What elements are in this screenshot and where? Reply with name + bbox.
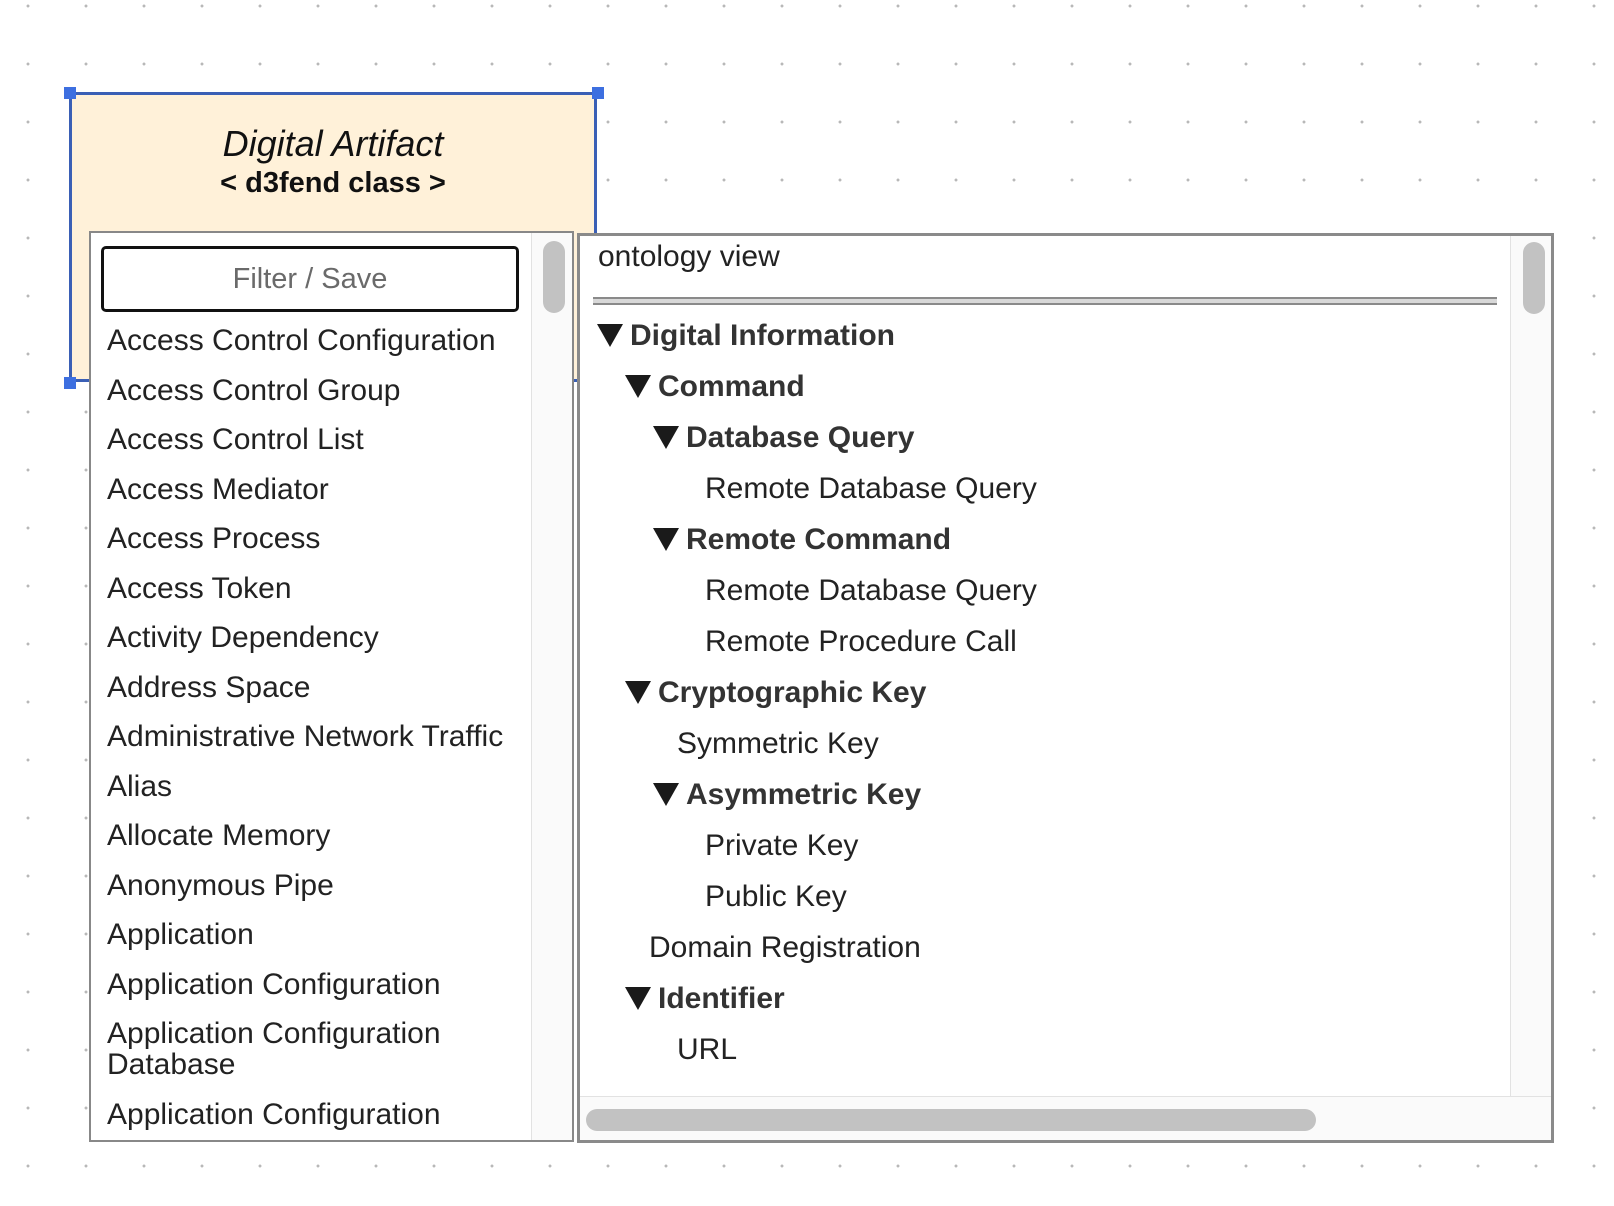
tree-node-database-query[interactable] <box>653 421 914 455</box>
triangle-down-icon[interactable] <box>653 783 679 806</box>
tree-leaf-remote-database-query[interactable]: Remote Database Query <box>705 472 1037 505</box>
class-list-scrollbar[interactable] <box>531 233 574 1142</box>
class-list-item[interactable]: Application Configuration <box>107 967 441 1001</box>
filter-save-input[interactable] <box>101 246 519 312</box>
class-list <box>107 325 527 1142</box>
class-list-item[interactable]: Access Token <box>107 571 292 605</box>
tree-leaf-domain-registration[interactable]: Domain Registration <box>649 931 921 964</box>
triangle-down-icon[interactable] <box>625 681 651 704</box>
ontology-vertical-scroll-thumb[interactable] <box>1523 242 1545 314</box>
tree-node-cryptographic-key[interactable] <box>625 676 926 710</box>
class-list-item[interactable]: Administrative Network Traffic <box>107 720 504 753</box>
ontology-view-title: ontology view <box>598 240 780 273</box>
class-list-item[interactable]: Application <box>107 918 254 951</box>
triangle-down-icon[interactable] <box>653 426 679 449</box>
tree-node-label: Asymmetric Key <box>686 778 922 811</box>
tree-leaf-url[interactable]: URL <box>677 1033 738 1066</box>
triangle-down-icon[interactable] <box>625 375 651 398</box>
tree-leaf-symmetric-key[interactable]: Symmetric Key <box>677 727 879 760</box>
class-list-item[interactable]: Access Control Group <box>107 373 401 407</box>
class-list-item[interactable]: Alias <box>107 769 173 803</box>
resize-handle-bottom-left[interactable] <box>64 377 76 389</box>
ontology-divider <box>593 297 1497 305</box>
tree-leaf-public-key[interactable]: Public Key <box>705 880 847 913</box>
tree-node-label: Cryptographic Key <box>658 676 927 709</box>
class-list-scroll-thumb[interactable] <box>543 241 565 313</box>
class-list-item[interactable]: Access Control Configuration <box>107 324 496 357</box>
node-title: Digital Artifact <box>222 123 444 164</box>
class-list-item[interactable]: Access Process <box>107 522 321 555</box>
class-list-item[interactable]: Application Configuration <box>107 1097 441 1131</box>
tree-node-identifier[interactable] <box>625 982 785 1016</box>
ontology-horizontal-scroll-thumb[interactable] <box>586 1109 1316 1131</box>
triangle-down-icon[interactable] <box>653 528 679 551</box>
resize-handle-top-right[interactable] <box>592 87 604 99</box>
tree-node-label: Command <box>658 370 805 403</box>
class-list-panel <box>89 231 574 1142</box>
tree-node-asymmetric-key[interactable] <box>653 778 921 812</box>
class-list-item[interactable]: Access Control List <box>107 423 364 456</box>
class-list-item[interactable]: Access Mediator <box>107 472 329 506</box>
class-list-item[interactable]: Address Space <box>107 670 311 704</box>
resize-handle-top-left[interactable] <box>64 87 76 99</box>
class-list-item[interactable]: Activity Dependency <box>107 621 379 654</box>
ontology-view-panel <box>577 233 1554 1143</box>
tree-node-label: Digital Information <box>630 319 895 352</box>
triangle-down-icon[interactable] <box>597 324 623 347</box>
tree-leaf-remote-procedure-call[interactable]: Remote Procedure Call <box>705 625 1017 658</box>
tree-leaf-private-key[interactable]: Private Key <box>705 829 859 862</box>
class-list-item[interactable]: Anonymous Pipe <box>107 868 334 902</box>
tree-leaf-remote-database-query[interactable]: Remote Database Query <box>705 574 1037 607</box>
ontology-vertical-scrollbar[interactable] <box>1510 236 1554 1098</box>
class-list-item[interactable]: Allocate Memory <box>107 819 331 852</box>
tree-node-label: Identifier <box>658 982 785 1015</box>
tree-node-label: Database Query <box>686 421 915 454</box>
tree-node-label: Remote Command <box>686 523 952 556</box>
node-stereotype: < d3fend class > <box>220 167 446 199</box>
class-list-item[interactable]: Application Configuration Database <box>107 1017 441 1081</box>
tree-node-command[interactable] <box>625 370 805 404</box>
tree-node-digital-information[interactable] <box>597 319 895 353</box>
tree-node-remote-command[interactable] <box>653 523 951 557</box>
triangle-down-icon[interactable] <box>625 987 651 1010</box>
